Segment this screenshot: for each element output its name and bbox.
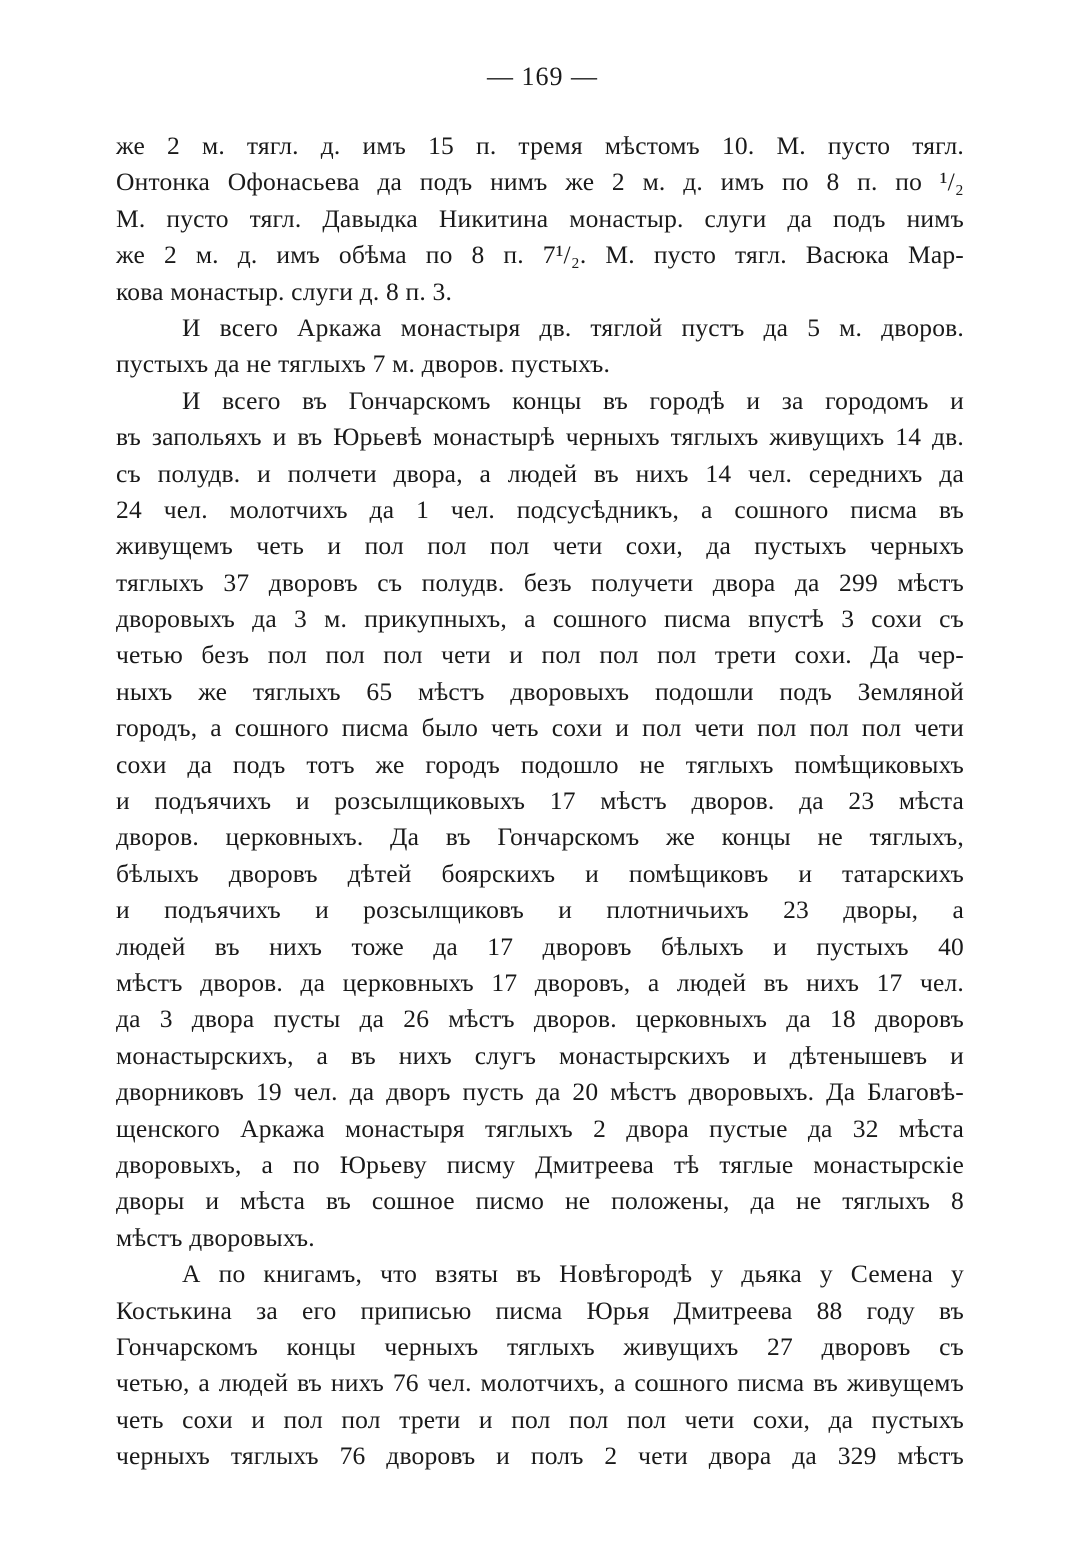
text-line: мѣстъ дворов. да церковныхъ 17 дворовъ, а людей въ нихъ 17 чел. [116,967,964,997]
page-number-header: — 169 — [487,62,598,91]
text-line: мѣстъ дворовыхъ. [116,1222,315,1252]
body-text [116,128,964,1474]
text-line: щенского Аркажа монастыря тяглыхъ 2 двора пустые да 32 мѣста [116,1113,964,1143]
text-line: людей въ нихъ тоже да 17 дворовъ бѣлыхъ и пустыхъ 40 [116,931,964,961]
text-line: монастырскихъ, а въ нихъ слугъ монастырскихъ и дѣтенышевъ и [116,1040,964,1070]
paragraph-4 [116,1256,964,1474]
text-line: же 2 м. тягл. д. имъ 15 п. тремя мѣстомъ 10. М. пусто тягл. [116,131,964,160]
text-line: Онтонка Офонасьева да подъ нимъ же 2 м. д. имъ по 8 п. по ¹/₂ [116,167,964,197]
text-line: и подъячихъ и розсылщиковъ и плотничьихъ 23 дворы, а [116,895,964,925]
text-line: И всего въ Гончарскомъ концы въ городѣ и за городомъ и [182,385,964,415]
text-line: дворы и мѣста въ сошное писмо не положены, да не тяглыхъ 8 [116,1186,964,1216]
text-line: пустыхъ да не тяглыхъ 7 м. дворов. пустыхъ. [116,349,611,379]
text-line: же 2 м. д. имъ обѣма по 8 п. 7¹/₂. М. пусто тягл. Васюка Мар- [116,240,964,270]
text-line: бѣлыхъ дворовъ дѣтей боярскихъ и помѣщиковъ и татарскихъ [116,858,964,888]
text-line: дворовыхъ, а по Юрьеву писму Дмитреева тѣ тяглые монастырскіе [116,1149,964,1179]
text-line: городъ, а сошного писма было четь сохи и пол чети пол пол пол чети [116,713,964,743]
text-line: 24 чел. молотчихъ да 1 чел. подсусѣдникъ, а сошного писма въ [116,494,964,524]
text-line: дворов. церковныхъ. Да въ Гончарскомъ же концы не тяглыхъ, [116,822,964,852]
text-line: М. пусто тягл. Давыдка Никитина монастыр. слуги да подъ нимъ [116,203,964,233]
paragraph-3 [116,383,964,1256]
text-line: ныхъ же тяглыхъ 65 мѣстъ дворовыхъ подошли подъ Земляной [116,676,964,706]
paragraph-1 [116,128,964,310]
text-line: черныхъ тяглыхъ 76 дворовъ и полъ 2 чети двора да 329 мѣстъ [116,1441,964,1471]
text-line: живущемъ четь и пол пол пол чети сохи, да пустыхъ черныхъ [116,531,964,561]
text-line: съ полудв. и полчети двора, а людей въ нихъ 14 чел. середнихъ да [116,458,964,488]
text-line: да 3 двора пусты да 26 мѣстъ дворов. церковныхъ да 18 дворовъ [116,1004,964,1034]
text-line: дворовыхъ да 3 м. прикупныхъ, а сошного писма впустѣ 3 сохи съ [116,604,964,634]
text-line: Костькина за его приписью писма Юрья Дмитреева 88 году въ [116,1295,964,1325]
text-line: тяглыхъ 37 дворовъ съ полудв. безъ получети двора да 299 мѣстъ [116,567,964,597]
text-line: Гончарскомъ концы черныхъ тяглыхъ живущихъ 27 дворовъ съ [116,1331,964,1361]
text-line: сохи да подъ тотъ же городъ подошло не тяглыхъ помѣщиковыхъ [116,749,964,779]
text-line: въ запольяхъ и въ Юрьевѣ монастырѣ черныхъ тяглыхъ живущихъ 14 дв. [116,422,964,452]
text-line: И всего Аркажа монастыря дв. тяглой пустъ да 5 м. дворов. [182,312,964,342]
text-line: и подъячихъ и розсылщиковыхъ 17 мѣстъ дворов. да 23 мѣста [116,786,964,816]
paragraph-2 [116,310,964,383]
text-line: А по книгамъ, что взяты въ Новѣгородѣ у дьяка у Семена у [182,1259,964,1289]
text-line: кова монастыр. слуги д. 8 п. 3. [116,276,453,306]
text-line: четь сохи и пол пол трети и пол пол пол чети сохи, да пустыхъ [116,1404,964,1434]
text-line: четью безъ пол пол пол чети и пол пол пол трети сохи. Да чер- [116,640,964,670]
text-line: четью, а людей въ нихъ 76 чел. молотчихъ, а сошного писма въ живущемъ [116,1368,964,1398]
text-line: дворниковъ 19 чел. да дворъ пусть да 20 мѣстъ дворовыхъ. Да Благовѣ- [116,1077,964,1107]
